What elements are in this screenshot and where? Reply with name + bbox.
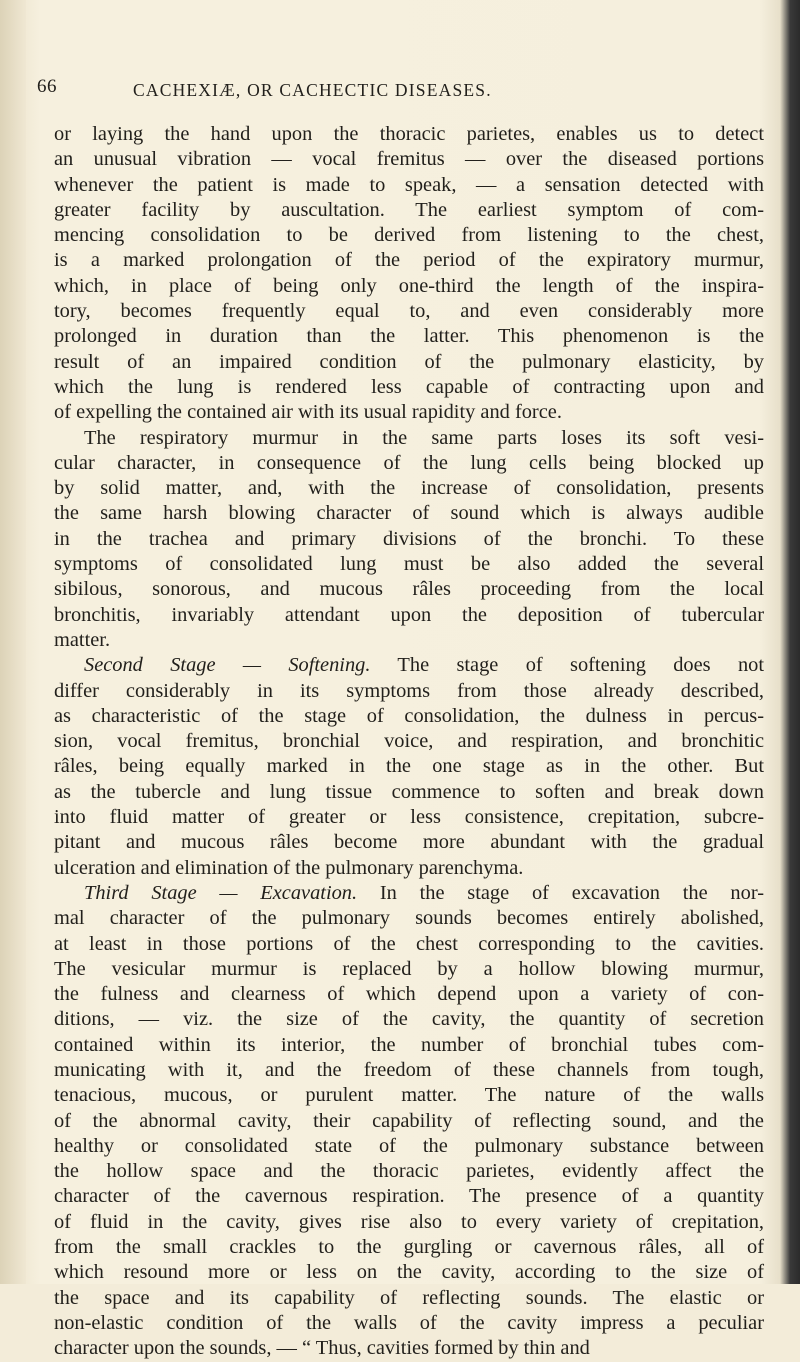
text-line	[54, 932, 764, 957]
text-line-content: sibilous, sonorous, and mucous râles proceeding from the local	[54, 578, 764, 601]
section-heading: Second Stage — Softening.	[84, 654, 371, 677]
text-line-content: prolonged in duration than the latter. This phenomenon is the	[54, 325, 764, 348]
text-line-content: an unusual vibration — vocal fremitus — over the diseased portions	[54, 148, 764, 171]
text-line	[54, 476, 764, 501]
text-line	[54, 1083, 764, 1108]
page-gutter	[0, 0, 26, 1284]
text-line	[54, 1184, 764, 1209]
text-line-content: differ considerably in its symptoms from those already described,	[54, 679, 764, 702]
text-line	[54, 628, 764, 653]
text-line-content: matter.	[54, 628, 111, 651]
text-line-content: mal character of the pulmonary sounds becomes entirely abolished,	[54, 907, 764, 930]
text-line-content: non-elastic condition of the walls of the cavity impress a peculiar	[54, 1311, 764, 1334]
text-line-content: pitant and mucous râles become more abundant with the gradual	[54, 831, 764, 854]
text-line-content: cular character, in consequence of the lung cells being blocked up	[54, 451, 764, 474]
text-line-content: or laying the hand upon the thoracic parietes, enables us to detect	[54, 123, 764, 145]
text-line-content: whenever the patient is made to speak, — a sensation detected with	[54, 173, 764, 196]
text-line	[54, 1235, 764, 1260]
text-line	[54, 527, 764, 552]
text-line	[54, 1058, 764, 1083]
text-line-content: character upon the sounds, — “ Thus, cavities formed by thin and	[54, 1337, 590, 1360]
running-head: CACHEXIÆ, OR CACHECTIC DISEASES.	[133, 80, 492, 100]
text-line	[54, 830, 764, 855]
text-line-content: at least in those portions of the chest corresponding to the cavities.	[54, 932, 764, 955]
text-line	[54, 780, 764, 805]
text-line	[54, 1286, 764, 1311]
text-line	[54, 603, 764, 628]
text-line	[54, 1134, 764, 1159]
text-line-content: The vesicular murmur is replaced by a hollow blowing murmur,	[54, 957, 764, 980]
text-line	[54, 577, 764, 602]
text-line	[54, 704, 764, 729]
text-line	[54, 729, 764, 754]
text-line-content: bronchitis, invariably attendant upon the deposition of tubercular	[54, 603, 764, 626]
text-line-content: sion, vocal fremitus, bronchial voice, and respiration, and bronchitic	[54, 730, 764, 753]
text-line	[54, 173, 764, 198]
text-line-content: as characteristic of the stage of consolidation, the dulness in percus-	[54, 704, 764, 727]
text-line	[54, 1159, 764, 1184]
text-line	[54, 324, 764, 349]
text-line-content: of fluid in the cavity, gives rise also to every variety of crepitation,	[54, 1210, 764, 1233]
text-line	[54, 274, 764, 299]
text-line	[54, 1210, 764, 1235]
text-line-content: result of an impaired condition of the pulmonary elasticity, by	[54, 350, 764, 373]
text-line-content: The stage of softening does not	[370, 654, 764, 677]
text-line	[54, 1260, 764, 1285]
text-line-content: ulceration and elimination of the pulmonary parenchyma.	[54, 856, 524, 879]
text-line	[54, 248, 764, 273]
text-line-content: the fulness and clearness of which depend upon a variety of con-	[54, 983, 764, 1006]
text-line	[54, 400, 764, 425]
text-line-content: is a marked prolongation of the period of the expiratory murmur,	[54, 249, 764, 272]
text-line-content: the same harsh blowing character of sound which is always audible	[54, 502, 764, 525]
text-line-content: as the tubercle and lung tissue commence to soften and break down	[54, 780, 764, 803]
text-line-content: symptoms of consolidated lung must be also added the several	[54, 553, 764, 576]
text-line	[54, 198, 764, 223]
text-line	[54, 1109, 764, 1134]
text-line-content: tory, becomes frequently equal to, and even considerably more	[54, 300, 764, 323]
text-line	[54, 122, 764, 147]
text-line-content: contained within its interior, the number of bronchial tubes com-	[54, 1033, 764, 1056]
text-line-content: The respiratory murmur in the same parts loses its soft vesi-	[84, 426, 764, 449]
text-line	[54, 805, 764, 830]
text-line	[54, 1336, 764, 1361]
text-line-content: which resound more or less on the cavity, according to the size of	[54, 1261, 764, 1284]
text-line-content: of expelling the contained air with its usual rapidity and force.	[54, 401, 562, 424]
text-line-content: greater facility by auscultation. The earliest symptom of com-	[54, 198, 764, 221]
text-line-content: in the trachea and primary divisions of the bronchi. To these	[54, 527, 764, 550]
text-line	[54, 679, 764, 704]
text-line	[54, 653, 764, 678]
text-line-content: which the lung is rendered less capable of contracting upon and	[54, 375, 764, 398]
text-line	[54, 375, 764, 400]
text-line	[54, 1033, 764, 1058]
text-line	[54, 1311, 764, 1336]
text-line-content: the space and its capability of reflecting sounds. The elastic or	[54, 1286, 764, 1309]
text-line-content: the hollow space and the thoracic parietes, evidently affect the	[54, 1160, 764, 1183]
text-line-content: râles, being equally marked in the one stage as in the other. But	[54, 755, 764, 778]
text-line-content: municating with it, and the freedom of these channels from tough,	[54, 1058, 764, 1081]
text-line-content: tenacious, mucous, or purulent matter. The nature of the walls	[54, 1084, 764, 1107]
text-line-content: mencing consolidation to be derived from listening to the chest,	[54, 224, 764, 247]
section-heading: Third Stage — Excavation.	[84, 881, 358, 904]
text-line	[54, 299, 764, 324]
text-line	[54, 147, 764, 172]
text-line	[54, 223, 764, 248]
text-line	[54, 501, 764, 526]
page-number: 66	[37, 76, 57, 97]
text-line	[54, 451, 764, 476]
text-line	[54, 881, 764, 906]
text-line	[54, 856, 764, 881]
text-line	[54, 982, 764, 1007]
text-line-content: by solid matter, and, with the increase of consolidation, presents	[54, 477, 764, 500]
text-line	[54, 1007, 764, 1032]
text-line	[54, 426, 764, 451]
text-line-content: character of the cavernous respiration. The presence of a quantity	[54, 1185, 764, 1208]
text-line-content: which, in place of being only one-third the length of the inspira-	[54, 274, 764, 297]
text-line	[54, 906, 764, 931]
text-line	[54, 957, 764, 982]
text-line-content: from the small crackles to the gurgling or cavernous râles, all of	[54, 1236, 764, 1259]
text-line	[54, 552, 764, 577]
text-line	[54, 350, 764, 375]
text-line-content: into fluid matter of greater or less consistence, crepitation, subcre-	[54, 806, 764, 829]
text-line-content: In the stage of excavation the nor-	[357, 881, 764, 904]
text-line-content: of the abnormal cavity, their capability of reflecting sound, and the	[54, 1109, 764, 1132]
body-text	[54, 122, 764, 1362]
text-line-content: ditions, — viz. the size of the cavity, the quantity of secretion	[54, 1008, 764, 1031]
text-line	[54, 754, 764, 779]
text-line-content: healthy or consolidated state of the pulmonary substance between	[54, 1134, 764, 1157]
